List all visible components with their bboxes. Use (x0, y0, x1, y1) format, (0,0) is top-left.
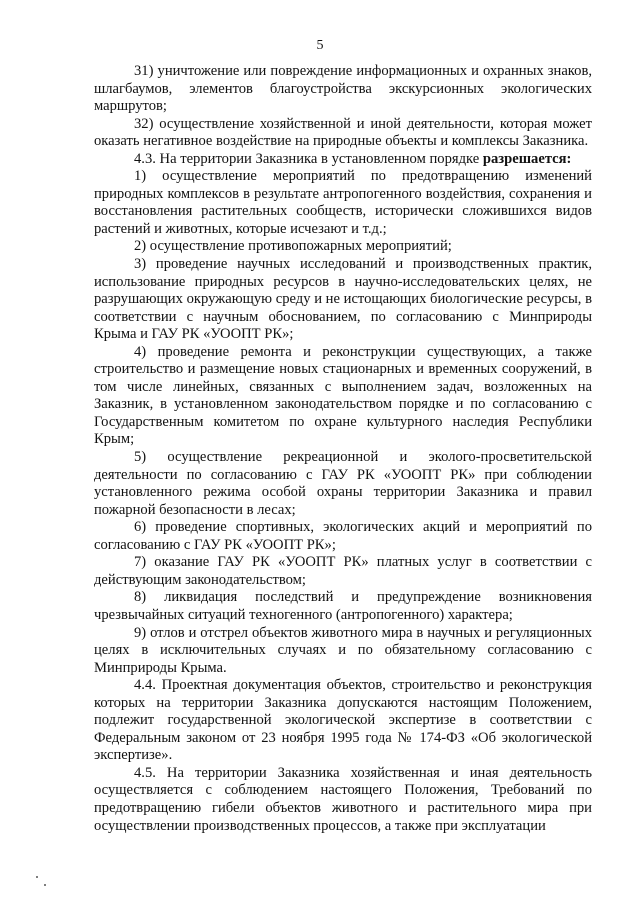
paragraph-allowed-9: 9) отлов и отстрел объектов животного мира в научных и регуляционных целях в исключительных случаях и по обязательному согласованию с Минприроды Крыма. (94, 624, 592, 676)
page-number: 5 (316, 38, 324, 53)
scan-speck (44, 884, 46, 886)
paragraph-allowed-2: 2) осуществление противопожарных мероприятий; (134, 238, 452, 255)
section-4-3-emphasis: разрешается: (482, 150, 572, 167)
paragraph-allowed-3: 3) проведение научных исследований и производственных практик, использование природных ресурсов в научно-исследовательских целях, не разрушающих окружающую среду и не истощающих биологические ресурсы, в соответствии с научным обоснованием, по согласованию с Минприроды Крыма и ГАУ РК «УООПТ РК»; (94, 256, 592, 343)
scan-speck (36, 876, 38, 878)
paragraph-allowed-1: 1) осуществление мероприятий по предотвращению изменений природных комплексов в результате антропогенного воздействия, сохранения и восстановления растительных сообществ, исторически сложившихся видов растений и животных, которые исчезают и т.д.; (94, 168, 592, 237)
paragraph-allowed-8: 8) ликвидация последствий и предупреждение возникновения чрезвычайных ситуаций техногенного (антропогенного) характера; (94, 589, 592, 623)
paragraph-section-4-5: 4.5. На территории Заказника хозяйственная и иная деятельность осуществляется с соблюдением настоящего Положения, Требований по предотвращению гибели объектов животного и растительного мира при осуществлении производственных процессов, а также при эксплуатации (94, 764, 592, 834)
paragraph-allowed-4: 4) проведение ремонта и реконструкции существующих, а также строительство и размещение новых стационарных и временных сооружений, в том числе линейных, связанных с выполнением задач, возложенных на Заказник, в установленном законодательством порядке и по согласованию с Государственным комитетом по охране культурного наследия Республики Крым; (94, 343, 592, 448)
paragraph-allowed-7: 7) оказание ГАУ РК «УООПТ РК» платных услуг в соответствии с действующим законодательством; (94, 554, 592, 588)
paragraph-section-4-4: 4.4. Проектная документация объектов, строительство и реконструкция которых на территории Заказника допускаются настоящим Положением, подлежит государственной экологической экспертизе в соответствии с Федеральным законом от 23 ноября 1995 года № 174-ФЗ «Об экологической экспертизе». (94, 677, 592, 764)
section-4-3-lead: 4.3. На территории Заказника в установленном порядке (134, 150, 483, 167)
paragraph-allowed-6: 6) проведение спортивных, экологических акций и мероприятий по согласованию с ГАУ РК «УООПТ РК»; (94, 519, 592, 553)
body-text (94, 63, 592, 835)
paragraph-allowed-5: 5) осуществление рекреационной и эколого-просветительской деятельности по согласованию с ГАУ РК «УООПТ РК» при соблюдении установленного режима особой охраны территории Заказника и правил пожарной безопасности в лесах; (94, 449, 592, 518)
paragraph-item-32: 32) осуществление хозяйственной и иной деятельности, которая может оказать негативное воздействие на природные объекты и комплексы Заказника. (94, 115, 592, 150)
paragraph-item-31: 31) уничтожение или повреждение информационных и охранных знаков, шлагбаумов, элементов благоустройства экскурсионных экологических маршрутов; (94, 63, 592, 115)
section-heading-4-3 (94, 151, 592, 169)
